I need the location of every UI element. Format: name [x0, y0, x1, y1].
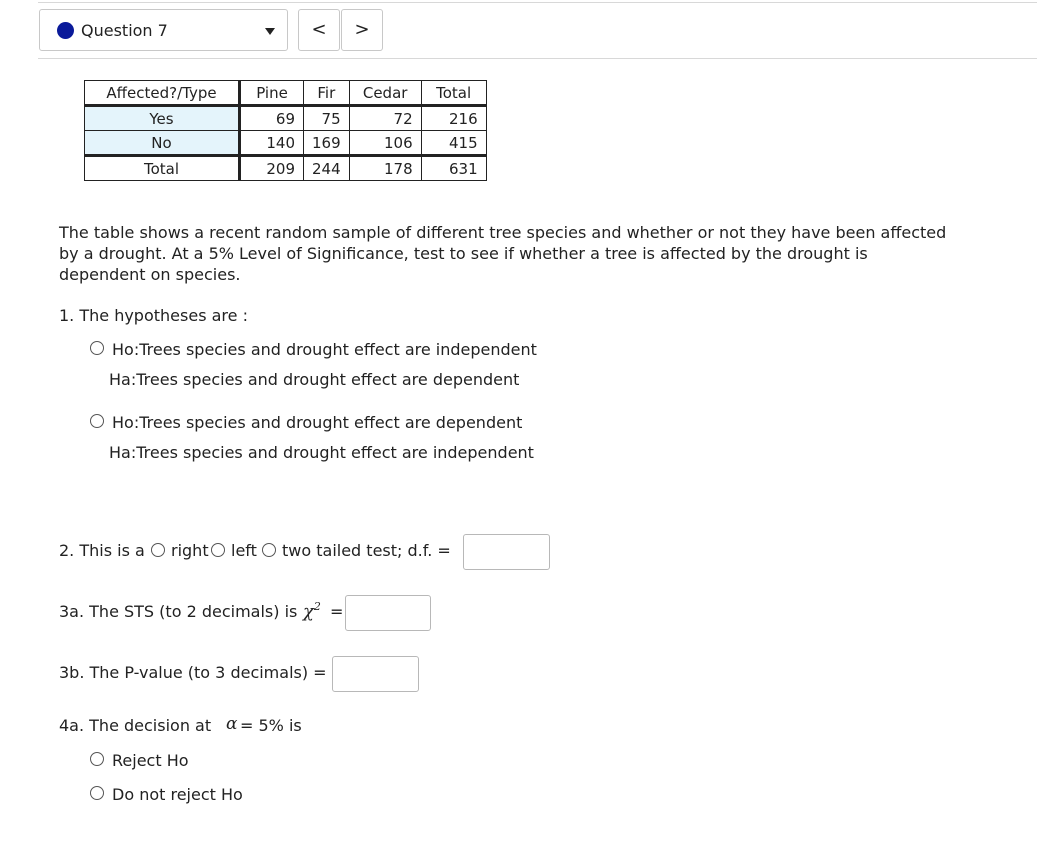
test-statistic-input[interactable] [345, 595, 431, 631]
table-cell: 106 [349, 131, 421, 156]
chi-square-symbol [303, 600, 321, 622]
table-row-label: No [85, 131, 240, 156]
table-row [85, 131, 487, 156]
table-cell: 75 [304, 106, 350, 131]
table-header-cell: Total [421, 81, 486, 106]
hypothesis-option-1-radio[interactable] [90, 341, 104, 355]
table-cell: 415 [421, 131, 486, 156]
question-selector-label: Question 7 [81, 21, 168, 40]
table-total-row [85, 156, 487, 181]
table-cell: 69 [240, 106, 304, 131]
q3a-equals: = [330, 602, 344, 621]
header-divider [38, 58, 1037, 59]
table-row-label: Total [85, 156, 240, 181]
left-tailed-radio[interactable] [211, 543, 225, 557]
right-tailed-label: right [171, 541, 209, 560]
dropdown-caret-icon [265, 28, 275, 35]
chi-exponent: 2 [313, 600, 321, 613]
table-header-cell: Affected?/Type [85, 81, 240, 106]
q1-prompt: 1. The hypotheses are : [59, 306, 248, 325]
reject-ho-label: Reject Ho [112, 751, 189, 770]
hypothesis-option-1-ha: Ha:Trees species and drought effect are dependent [109, 370, 520, 389]
reject-ho-radio[interactable] [90, 752, 104, 766]
q3a-label: 3a. The STS (to 2 decimals) is [59, 602, 298, 621]
q3b-label: 3b. The P-value (to 3 decimals) = [59, 663, 327, 682]
previous-question-button[interactable]: < [298, 9, 340, 51]
table-cell: 72 [349, 106, 421, 131]
table-cell: 244 [304, 156, 350, 181]
table-cell: 631 [421, 156, 486, 181]
p-value-input[interactable] [332, 656, 419, 692]
table-cell: 216 [421, 106, 486, 131]
question-status-dot-icon [57, 22, 74, 39]
q4a-prefix: 4a. The decision at [59, 716, 212, 735]
table-header-cell: Fir [304, 81, 350, 106]
table-cell: 140 [240, 131, 304, 156]
two-tailed-radio[interactable] [262, 543, 276, 557]
table-cell: 209 [240, 156, 304, 181]
problem-statement: The table shows a recent random sample of different tree species and whether or not they have been affected by a drought. At a 5% Level of Significance, test to see if whether a tree is affected by the drought is dependent on species. [59, 223, 947, 284]
hypothesis-option-1-ho: Ho:Trees species and drought effect are independent [112, 340, 537, 359]
do-not-reject-ho-radio[interactable] [90, 786, 104, 800]
chi-symbol: χ [303, 601, 314, 622]
top-divider [38, 2, 1037, 3]
q4a-suffix: = 5% is [240, 716, 302, 735]
do-not-reject-ho-label: Do not reject Ho [112, 785, 243, 804]
hypothesis-option-2-radio[interactable] [90, 414, 104, 428]
table-cell: 169 [304, 131, 350, 156]
hypothesis-option-2-ho: Ho:Trees species and drought effect are dependent [112, 413, 523, 432]
table-header-cell: Cedar [349, 81, 421, 106]
degrees-of-freedom-input[interactable] [463, 534, 550, 570]
table-header-cell: Pine [240, 81, 304, 106]
table-row-label: Yes [85, 106, 240, 131]
next-question-button[interactable]: > [341, 9, 383, 51]
hypothesis-option-2-ha: Ha:Trees species and drought effect are independent [109, 443, 534, 462]
right-tailed-radio[interactable] [151, 543, 165, 557]
question-selector[interactable] [39, 9, 288, 51]
table-cell: 178 [349, 156, 421, 181]
table-header-row [85, 81, 487, 106]
q2-prefix: 2. This is a [59, 541, 145, 560]
contingency-table [84, 80, 487, 181]
two-tailed-label: two tailed test; d.f. = [282, 541, 451, 560]
table-row [85, 106, 487, 131]
left-tailed-label: left [231, 541, 257, 560]
alpha-symbol: α [226, 714, 238, 734]
